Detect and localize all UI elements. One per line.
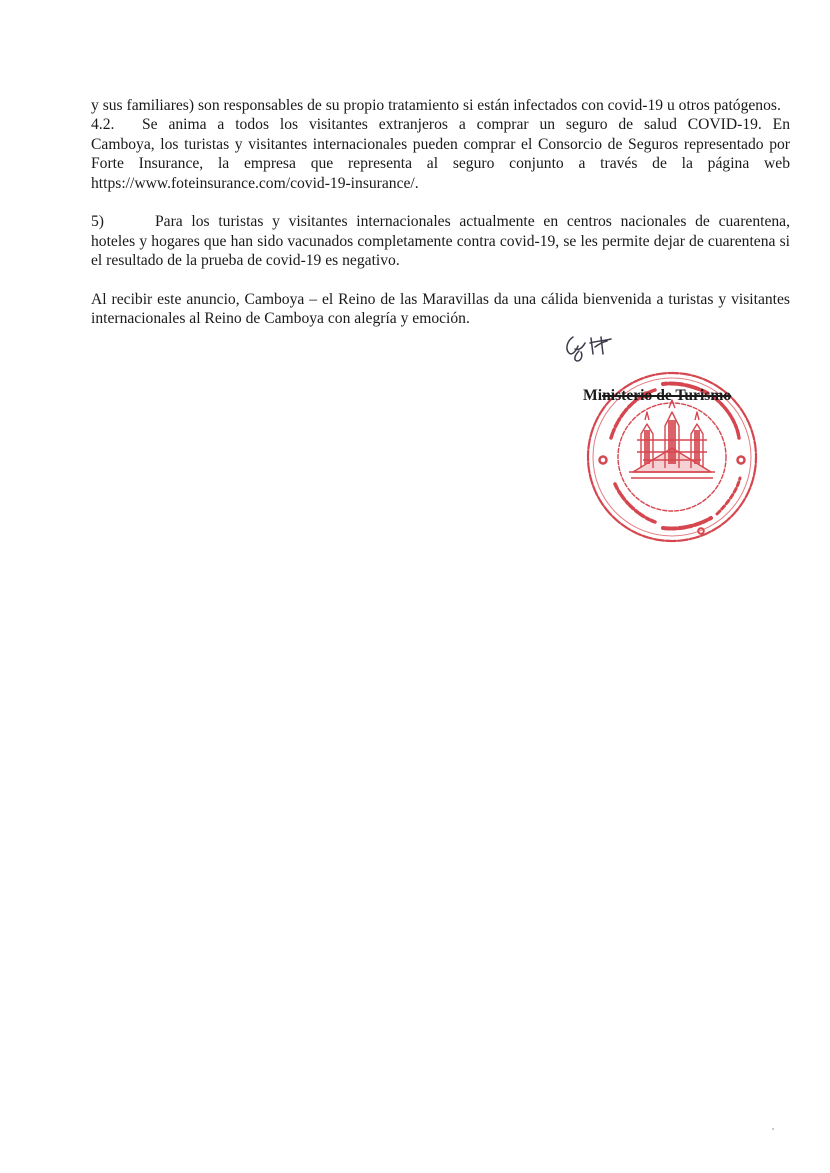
list-item-5-first-line <box>91 212 790 231</box>
page-speck <box>772 1128 774 1130</box>
paragraph-spacer <box>91 271 790 290</box>
list-item-4-2-lead: Se anima a todos los visitantes extranjeros a comprar un seguro de salud COVID-19. En <box>142 116 790 134</box>
list-item-5-lead: Para los turistas y visitantes internacionales actualmente en centros nacionales de cuarentena, <box>155 213 790 231</box>
paragraph-continuation: y sus familiares) son responsables de su propio tratamiento si están infectados con covid-19 u otros patógenos. <box>91 97 781 114</box>
handwritten-signature <box>561 329 619 363</box>
list-item-4-2-first-line <box>91 115 790 134</box>
closing-paragraph: Al recibir este anuncio, Camboya – el Reino de las Maravillas da una cálida bienvenida a turistas y visitantes internacionales al Reino de Camboya con alegría y emoción. <box>91 291 790 328</box>
document-body <box>91 96 790 329</box>
list-item-5-text: hoteles y hogares que han sido vacunados completamente contra covid-19, se les permite dejar de cuarentena si el resultado de la prueba de covid-19 es negativo. <box>91 232 790 270</box>
ministry-title-struck: nisterio de Turismo <box>602 387 732 404</box>
list-number-5: 5) <box>91 213 104 231</box>
ministry-title-plain: Mi <box>583 387 603 404</box>
paragraph-spacer <box>91 193 790 212</box>
list-item-4-2-text: Camboya, los turistas y visitantes internacionales pueden comprar el Consorcio de Seguros representado por Forte Insurance, la empresa que representa al seguro conjunto a través de la página web https://www.foteinsurance.com/covid-19-insurance/. <box>91 135 790 192</box>
ministry-title <box>583 387 731 405</box>
list-number-4-2: 4.2. <box>91 116 115 134</box>
